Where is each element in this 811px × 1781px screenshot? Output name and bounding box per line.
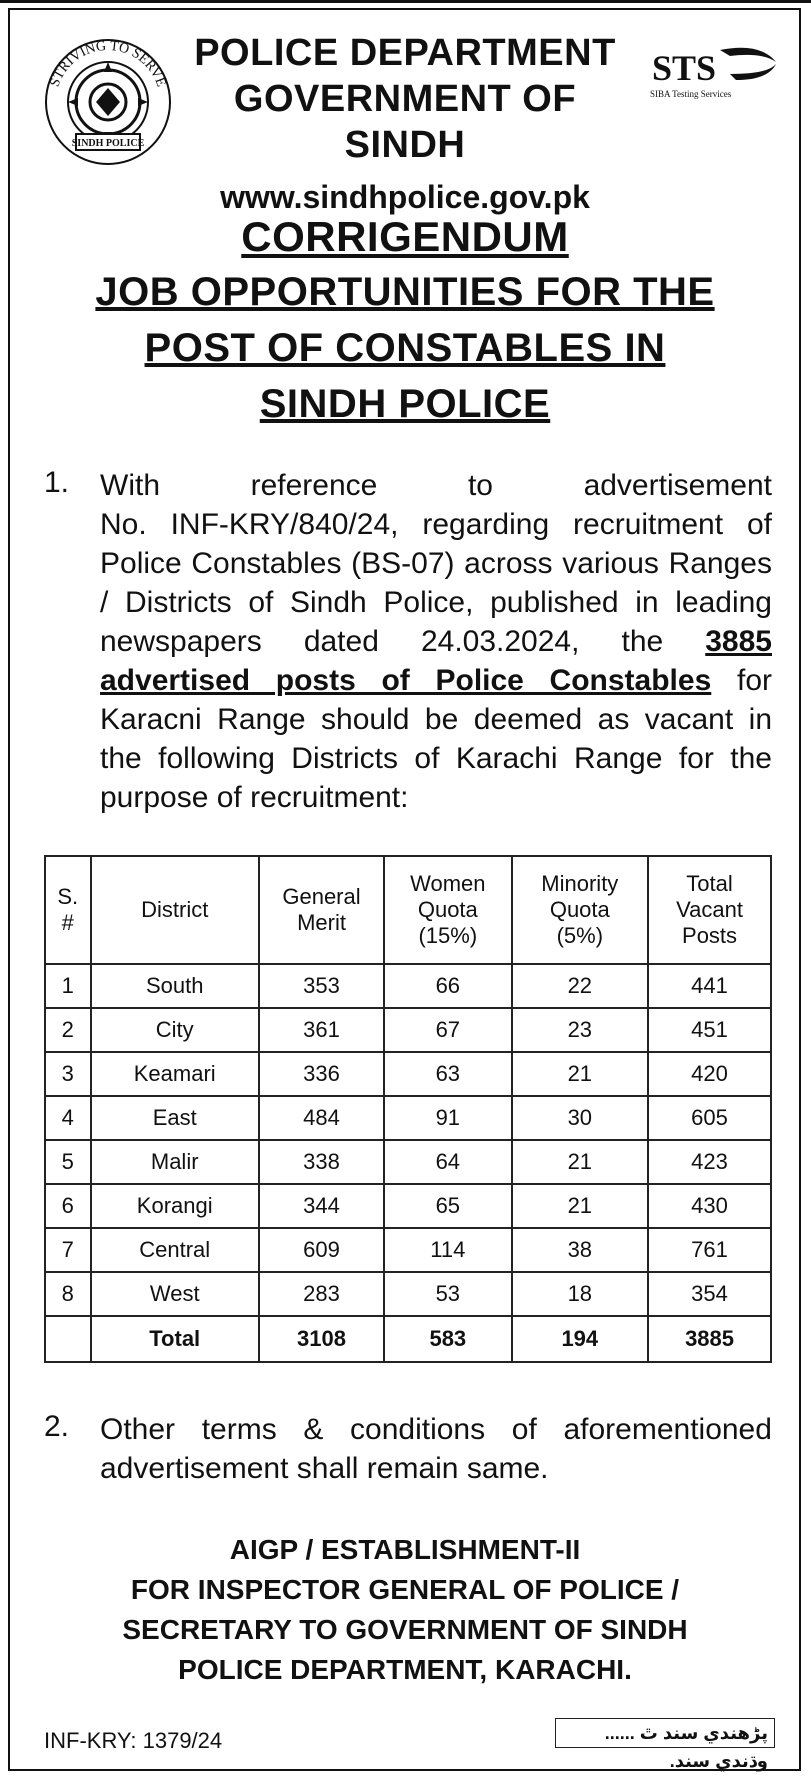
signature-line-4: POLICE DEPARTMENT, KARACHI.	[178, 1654, 632, 1685]
signature-line-1: AIGP / ESTABLISHMENT-II	[229, 1534, 581, 1565]
sts-swoosh-icon	[650, 44, 780, 88]
cell-women: 53	[384, 1272, 511, 1316]
header-minority-quota: Minority Quota (5%)	[512, 856, 649, 964]
notice-title	[40, 210, 770, 432]
paragraph-2-first-line	[100, 1410, 772, 1449]
table-row	[45, 1228, 771, 1272]
p1-word: to	[467, 469, 493, 502]
cell-general: 338	[259, 1140, 384, 1184]
table-row	[45, 1140, 771, 1184]
cell-district: Central	[91, 1228, 259, 1272]
cell-serial: 1	[45, 964, 91, 1008]
cell-district: South	[91, 964, 259, 1008]
cell-district: West	[91, 1272, 259, 1316]
p1-word: reference	[250, 469, 378, 502]
signature-line-2: FOR INSPECTOR GENERAL OF POLICE /	[130, 1574, 680, 1605]
cell-general: 283	[259, 1272, 384, 1316]
cell-total-women: 583	[384, 1316, 511, 1362]
p1-word: With	[100, 469, 160, 502]
paragraph-1-first-line	[100, 466, 772, 505]
p1-word: advertisement	[583, 469, 772, 502]
department-name: POLICE DEPARTMENT	[194, 32, 616, 74]
corrigendum-heading: CORRIGENDUM	[241, 213, 569, 260]
sts-logo-text: STS	[652, 48, 717, 88]
cell-general: 609	[259, 1228, 384, 1272]
cell-general: 484	[259, 1096, 384, 1140]
paragraph-2	[100, 1410, 772, 1488]
website-url: www.sindhpolice.gov.pk	[220, 179, 590, 215]
cell-total: 423	[648, 1140, 771, 1184]
letterhead	[175, 30, 635, 218]
district-vacancy-table	[44, 855, 772, 1363]
cell-general: 344	[259, 1184, 384, 1228]
cell-total: 354	[648, 1272, 771, 1316]
cell-women: 114	[384, 1228, 511, 1272]
cell-total-label: Total	[91, 1316, 259, 1362]
government-name: GOVERNMENT OF SINDH	[233, 78, 577, 166]
cell-district: Malir	[91, 1140, 259, 1184]
cell-women: 65	[384, 1184, 511, 1228]
p2-word: conditions	[350, 1413, 486, 1446]
header-general-merit: General Merit	[259, 856, 384, 964]
cell-total-minority: 194	[512, 1316, 649, 1362]
cell-women: 63	[384, 1052, 511, 1096]
p2-word: aforementioned	[563, 1413, 772, 1446]
cell-total: 451	[648, 1008, 771, 1052]
paragraph-1-emphasis: 3885 advertised posts of Police Constables	[100, 625, 772, 697]
cell-minority: 23	[512, 1008, 649, 1052]
cell-total: 761	[648, 1228, 771, 1272]
header-serial: S. #	[45, 856, 91, 964]
cell-district: East	[91, 1096, 259, 1140]
table-row	[45, 1272, 771, 1316]
cell-district: Keamari	[91, 1052, 259, 1096]
sts-logo-subtext: SIBA Testing Services	[650, 89, 732, 99]
seal-bottom-text: SINDH POLICE	[71, 138, 145, 149]
title-line-1: JOB OPPORTUNITIES FOR THE	[95, 270, 715, 314]
table-row	[45, 1052, 771, 1096]
reference-number: INF-KRY: 1379/24	[44, 1728, 223, 1753]
cell-general: 353	[259, 964, 384, 1008]
cell-serial: 2	[45, 1008, 91, 1052]
table-row	[45, 1096, 771, 1140]
cell-serial: 5	[45, 1140, 91, 1184]
paragraph-1-number: 1.	[44, 466, 70, 499]
sindhi-reading-note: پڑھندي سند ٿ ...... وڌندي سند.	[555, 1718, 775, 1748]
sindh-police-seal-icon	[38, 30, 178, 170]
signature-line-3: SECRETARY TO GOVERNMENT OF SINDH	[122, 1614, 688, 1645]
table-total-row	[45, 1316, 771, 1362]
cell-total: 605	[648, 1096, 771, 1140]
cell-minority: 18	[512, 1272, 649, 1316]
cell-minority: 30	[512, 1096, 649, 1140]
p2-word: Other	[100, 1413, 176, 1446]
table-row	[45, 964, 771, 1008]
cell-minority: 38	[512, 1228, 649, 1272]
top-rule	[0, 0, 811, 3]
cell-total: 430	[648, 1184, 771, 1228]
cell-minority: 21	[512, 1140, 649, 1184]
cell-district: City	[91, 1008, 259, 1052]
header-total-vacant: Total Vacant Posts	[648, 856, 771, 964]
cell-total-general: 3108	[259, 1316, 384, 1362]
paragraph-2-rest: advertisement shall remain same.	[100, 1452, 549, 1485]
cell-district: Korangi	[91, 1184, 259, 1228]
cell-serial-empty	[45, 1316, 91, 1362]
paragraph-2-number: 2.	[44, 1410, 70, 1443]
header-district: District	[91, 856, 259, 964]
p2-word: of	[511, 1413, 537, 1446]
header-women-quota: Women Quota (15%)	[384, 856, 511, 964]
cell-women: 91	[384, 1096, 511, 1140]
cell-serial: 8	[45, 1272, 91, 1316]
cell-women: 67	[384, 1008, 511, 1052]
title-line-2: POST OF CONSTABLES IN	[144, 326, 666, 370]
title-line-3: SINDH POLICE	[259, 382, 551, 426]
cell-minority: 22	[512, 964, 649, 1008]
paragraph-1	[100, 466, 772, 817]
sts-logo	[650, 44, 780, 104]
p2-word: &	[303, 1413, 324, 1446]
paragraph-1-text-a: No. INF-KRY/840/24, regarding recruitment of Police Constables (BS-07) across various Ranges / Districts of Sindh Police, published in leading newspapers dated 24.03.2024, the	[100, 508, 772, 658]
cell-serial: 3	[45, 1052, 91, 1096]
cell-minority: 21	[512, 1184, 649, 1228]
cell-women: 64	[384, 1140, 511, 1184]
cell-total: 420	[648, 1052, 771, 1096]
seal-top-text: STRIVING TO SERVE	[47, 38, 169, 89]
table-header-row	[45, 856, 771, 964]
cell-serial: 6	[45, 1184, 91, 1228]
cell-total: 441	[648, 964, 771, 1008]
cell-minority: 21	[512, 1052, 649, 1096]
table-row	[45, 1008, 771, 1052]
cell-serial: 4	[45, 1096, 91, 1140]
cell-general: 361	[259, 1008, 384, 1052]
signature-block	[40, 1530, 770, 1690]
cell-total-total: 3885	[648, 1316, 771, 1362]
paragraph-1-text-b: for Karacni Range should be deemed as vacant in the following Districts of Karachi Range for the purpose of recruitment:	[100, 664, 772, 814]
cell-general: 336	[259, 1052, 384, 1096]
p2-word: terms	[201, 1413, 277, 1446]
cell-serial: 7	[45, 1228, 91, 1272]
table-row	[45, 1184, 771, 1228]
cell-women: 66	[384, 964, 511, 1008]
